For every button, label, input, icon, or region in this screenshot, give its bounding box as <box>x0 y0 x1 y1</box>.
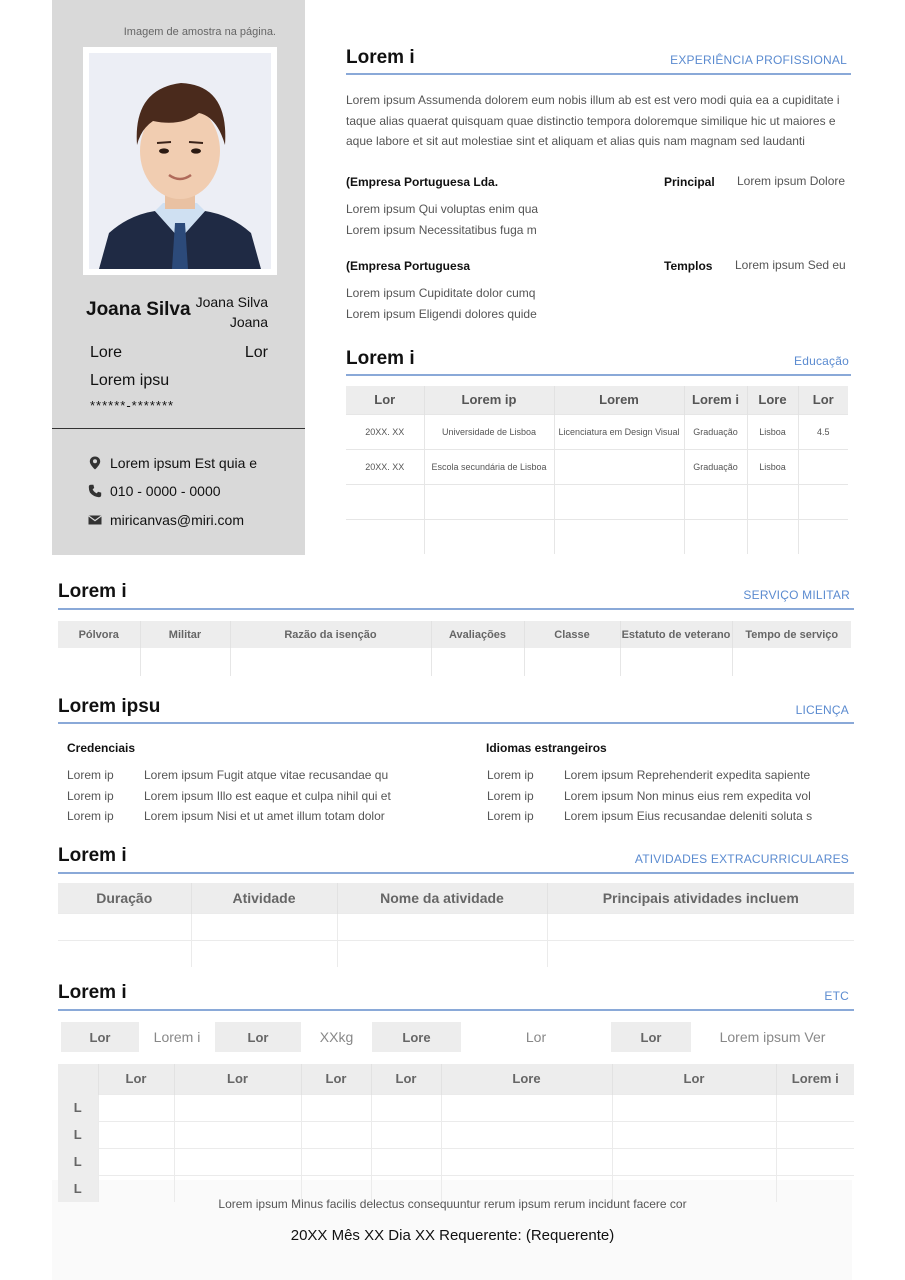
table-row <box>346 484 848 519</box>
table-cell <box>424 484 554 519</box>
table-header: Tempo de serviço <box>732 621 851 648</box>
info-label-2: Lorem ipsu <box>90 372 170 389</box>
table-cell <box>301 1094 371 1121</box>
footer-statement: Lorem ipsum Minus facilis delectus consequuntur rerum ipsum rerum incidunt facere cor <box>218 1197 687 1211</box>
etc-field-label: Lore <box>372 1022 461 1052</box>
profile-sidebar <box>52 0 305 555</box>
applicant-name-alt-2: Joana <box>229 314 268 330</box>
table-cell <box>58 648 140 676</box>
sidebar-divider <box>52 428 305 429</box>
experience-intro <box>346 90 851 152</box>
table-row <box>58 940 854 967</box>
table-row <box>58 648 851 676</box>
profile-photo <box>83 47 277 275</box>
phone-row <box>88 483 221 499</box>
table-cell <box>337 913 547 940</box>
table-cell <box>776 1094 854 1121</box>
phone-icon <box>88 484 102 498</box>
table-cell <box>554 449 684 484</box>
table-cell <box>98 1148 174 1175</box>
license-divider <box>58 722 854 724</box>
list-item: Lorem ip Lorem ipsum Illo est eaque et culpa nihil qui et <box>67 788 391 803</box>
table-header: Classe <box>524 621 620 648</box>
table-header: Razão da isenção <box>230 621 431 648</box>
table-header: Lor <box>346 386 424 414</box>
military-label: SERVIÇO MILITAR <box>743 588 850 602</box>
experience-divider <box>346 73 851 75</box>
table-cell: Universidade de Lisboa <box>424 414 554 449</box>
job-line: Lorem ipsum Necessitatibus fuga m <box>346 222 537 237</box>
table-cell <box>174 1121 301 1148</box>
etc-field-value: Lor <box>525 1029 547 1045</box>
job-line: Lorem ipsum Qui voluptas enim qua <box>346 202 539 216</box>
table-header: Avaliações <box>431 621 524 648</box>
table-cell <box>547 940 854 967</box>
list-item: Lorem ip Lorem ipsum Eius recusandae deleniti soluta s <box>487 809 813 823</box>
sample-image-note: Imagem de amostra na página. <box>123 26 276 38</box>
etc-label: ETC <box>824 989 849 1003</box>
table-header: Lor <box>301 1064 371 1094</box>
table-cell <box>191 913 337 940</box>
intro-line: Lorem ipsum Assumenda dolorem eum nobis illum ab est est vero modi quia ea a cupiditate i <box>346 93 840 107</box>
etc-field-value: Lorem i <box>153 1029 201 1045</box>
table-row <box>346 449 848 484</box>
credentials-list <box>67 765 391 827</box>
education-label: Educação <box>794 354 849 368</box>
table-cell <box>337 940 547 967</box>
info-value: Lor <box>244 344 268 361</box>
list-item: Lorem ip Lorem ipsum Non minus eius rem expedita vol <box>487 788 811 803</box>
table-cell <box>612 1148 776 1175</box>
table-cell <box>371 1121 441 1148</box>
table-cell <box>371 1148 441 1175</box>
table-cell <box>747 484 798 519</box>
table-cell: 4.5 <box>798 414 848 449</box>
experience-title: Lorem i <box>346 47 415 68</box>
job-line: Lorem ipsum Eligendi dolores quide <box>346 306 537 321</box>
table-header: Lore <box>747 386 798 414</box>
table-cell <box>798 484 848 519</box>
job-company: (Empresa Portuguesa <box>346 259 471 273</box>
table-cell <box>776 1148 854 1175</box>
location-pin-icon <box>88 456 102 470</box>
table-cell <box>798 449 848 484</box>
email-text: miricanvas@miri.com <box>110 512 244 528</box>
footer-signature: 20XX Mês XX Dia XX Requerente: (Requerente) <box>290 1227 615 1244</box>
table-cell: 20XX. XX <box>346 414 424 449</box>
row-header: L <box>58 1175 98 1202</box>
job-description <box>346 199 538 240</box>
intro-line: taque alias quaerat quisquam quae distinctio tempora doloremque similique hic ut maiores e <box>346 113 836 128</box>
experience-label: EXPERIÊNCIA PROFISSIONAL <box>670 53 847 67</box>
languages-list <box>487 765 812 827</box>
table-row <box>58 1094 854 1121</box>
etc-table <box>58 1064 854 1202</box>
extracurricular-label: ATIVIDADES EXTRACURRICULARES <box>634 852 849 866</box>
languages-heading: Idiomas estrangeiros <box>486 741 607 755</box>
education-title: Lorem i <box>346 348 415 369</box>
table-header: Lor <box>174 1064 301 1094</box>
table-cell <box>174 1094 301 1121</box>
table-cell <box>441 1148 612 1175</box>
table-header: Militar <box>140 621 230 648</box>
table-cell <box>191 940 337 967</box>
table-row <box>346 519 848 554</box>
phone-text: 010 - 0000 - 0000 <box>110 483 221 499</box>
table-cell <box>230 648 431 676</box>
table-cell: Lisboa <box>747 449 798 484</box>
etc-field-value: XXkg <box>319 1029 354 1045</box>
intro-line: aque labore et sit aut molestiae sint et aliquam et alias quis nam magnam sed laudanti <box>346 134 805 148</box>
table-cell <box>346 484 424 519</box>
education-divider <box>346 374 851 376</box>
table-cell <box>424 519 554 554</box>
table-header: Atividade <box>191 883 337 913</box>
etc-field-label: Lor <box>215 1022 301 1052</box>
military-title: Lorem i <box>58 581 127 602</box>
table-cell <box>371 1094 441 1121</box>
table-cell <box>747 519 798 554</box>
job-line: Lorem ipsum Cupiditate dolor cumq <box>346 286 536 300</box>
table-cell: Escola secundária de Lisboa <box>424 449 554 484</box>
table-cell <box>612 1094 776 1121</box>
table-cell: 20XX. XX <box>346 449 424 484</box>
table-header: Estatuto de veterano <box>620 621 732 648</box>
row-header: L <box>58 1148 98 1175</box>
table-cell <box>524 648 620 676</box>
extracurricular-title: Lorem i <box>58 845 127 866</box>
table-cell <box>301 1121 371 1148</box>
table-header: Lorem <box>554 386 684 414</box>
table-cell <box>612 1121 776 1148</box>
table-cell <box>554 519 684 554</box>
row-header: L <box>58 1121 98 1148</box>
table-row <box>58 1148 854 1175</box>
address-text: Lorem ipsum Est quia e <box>110 455 258 471</box>
id-number: ******-******* <box>90 398 175 413</box>
table-cell <box>547 913 854 940</box>
etc-divider <box>58 1009 854 1011</box>
table-cell: Graduação <box>684 449 747 484</box>
table-cell <box>58 913 191 940</box>
list-item: Lorem ip Lorem ipsum Fugit atque vitae recusandae qu <box>67 768 389 782</box>
job-role: Principal <box>664 175 715 189</box>
table-row <box>58 1121 854 1148</box>
job-detail: Lorem ipsum Dolore <box>737 174 846 188</box>
license-title: Lorem ipsu <box>58 696 161 717</box>
job-role: Templos <box>664 259 713 273</box>
applicant-name-alt: Joana Silva <box>195 294 268 310</box>
table-cell <box>346 519 424 554</box>
table-cell <box>140 648 230 676</box>
table-cell <box>174 1148 301 1175</box>
table-cell <box>441 1121 612 1148</box>
table-cell: Lisboa <box>747 414 798 449</box>
education-table <box>346 386 848 554</box>
table-cell <box>301 1148 371 1175</box>
applicant-name: Joana Silva <box>86 299 191 320</box>
envelope-icon <box>88 513 102 527</box>
table-cell <box>58 940 191 967</box>
table-cell <box>798 519 848 554</box>
etc-field-value: Lorem ipsum Ver <box>719 1029 826 1045</box>
table-cell <box>98 1121 174 1148</box>
table-header: Principais atividades incluem <box>547 883 854 913</box>
table-row <box>58 913 854 940</box>
table-cell <box>98 1094 174 1121</box>
table-cell <box>684 484 747 519</box>
table-header: Lorem i <box>684 386 747 414</box>
list-item: Lorem ip Lorem ipsum Reprehenderit expedita sapiente <box>487 768 811 782</box>
table-header: Lor <box>371 1064 441 1094</box>
table-header-corner <box>58 1064 98 1094</box>
extracurricular-table <box>58 883 854 967</box>
info-label: Lore <box>90 344 123 361</box>
table-header: Lor <box>798 386 848 414</box>
table-cell <box>732 648 851 676</box>
table-header: Lor <box>612 1064 776 1094</box>
table-header: Lore <box>441 1064 612 1094</box>
table-header: Lorem i <box>776 1064 854 1094</box>
email-row <box>88 512 244 528</box>
etc-title: Lorem i <box>58 982 127 1003</box>
list-item: Lorem ip Lorem ipsum Nisi et ut amet illum totam dolor <box>67 809 385 823</box>
table-cell <box>776 1121 854 1148</box>
table-header: Nome da atividade <box>337 883 547 913</box>
table-header: Duração <box>58 883 191 913</box>
job-description <box>346 283 537 324</box>
table-cell <box>620 648 732 676</box>
table-header: Lorem ip <box>424 386 554 414</box>
person-portrait-icon <box>89 53 271 269</box>
job-company: (Empresa Portuguesa Lda. <box>346 175 499 189</box>
job-detail: Lorem ipsum Sed eu <box>735 258 846 272</box>
table-cell: Licenciatura em Design Visual <box>554 414 684 449</box>
table-cell <box>684 519 747 554</box>
table-header: Pólvora <box>58 621 140 648</box>
table-cell <box>554 484 684 519</box>
military-table <box>58 621 851 676</box>
table-row <box>346 414 848 449</box>
license-label: LICENÇA <box>795 703 849 717</box>
etc-field-label: Lor <box>611 1022 691 1052</box>
table-header: Lor <box>98 1064 174 1094</box>
table-cell <box>431 648 524 676</box>
table-cell: Graduação <box>684 414 747 449</box>
extracurricular-divider <box>58 872 854 874</box>
address-row <box>88 455 257 471</box>
table-cell <box>441 1094 612 1121</box>
row-header: L <box>58 1094 98 1121</box>
etc-field-label: Lor <box>61 1022 139 1052</box>
military-divider <box>58 608 854 610</box>
credentials-heading: Credenciais <box>67 741 136 755</box>
